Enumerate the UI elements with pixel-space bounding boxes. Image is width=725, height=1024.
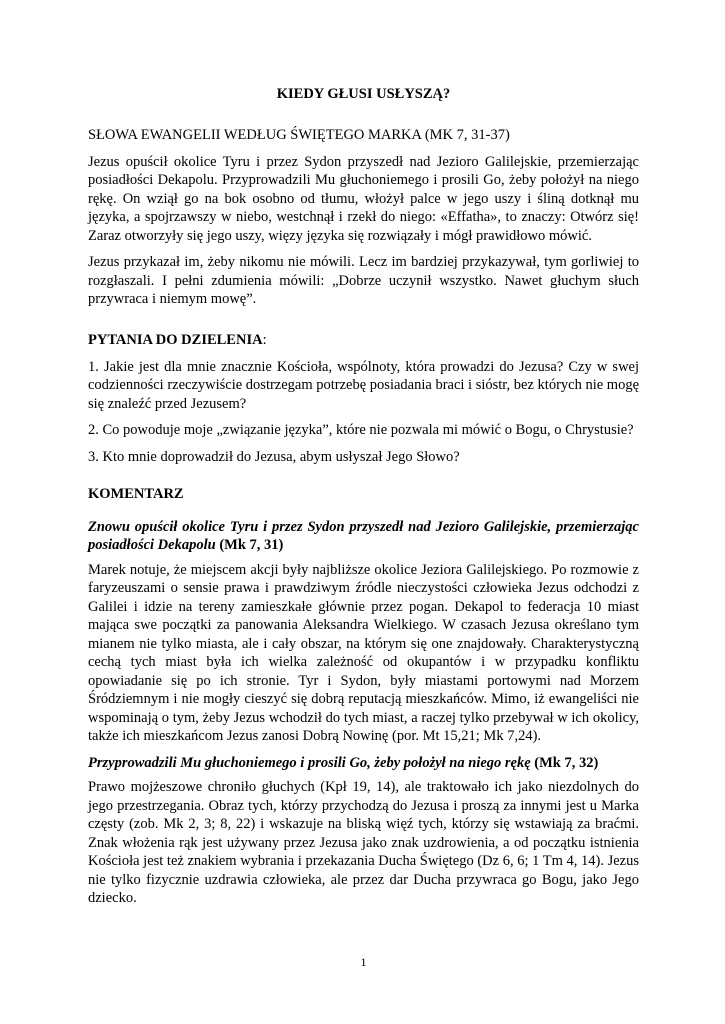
page-number: 1 (360, 955, 367, 969)
commentary-heading: KOMENTARZ (88, 486, 184, 502)
commentary-quote: Przyprowadzili Mu głuchoniemego i prosili Go, żeby położył na niego rękę (88, 754, 531, 771)
commentary-subheading (88, 518, 639, 555)
gospel-section (88, 126, 639, 309)
question-item: 1. Jakie jest dla mnie znacznie Kościoła, wspólnoty, która prowadzi do Jezusa? Czy w swej codzienności rzeczywiście dostrzegam potrzebę posiadania braci i sióstr, bez których nie mogę się znaleźć przed Jezusem? (88, 358, 640, 412)
gospel-paragraph: Jezus przykazał im, żeby nikomu nie mówili. Lecz im bardziej przykazywał, tym gorliwiej to rozgłaszali. I pełni zdumienia mówili: „Dobrze uczynił wszystko. Nawet głuchym słuch przywraca i niemym mowę”. (88, 254, 639, 307)
questions-heading (88, 331, 639, 350)
commentary-text: Prawo mojżeszowe chroniło głuchych (Kpł 19, 14), ale traktowało ich jako niezdolnych do jego przestrzegania. Obraz tych, którzy przychodzą do Jezusa i proszą za innymi jest u Marka częsty (zob. Mk 2, 3; 8, 22) i wskazuje na bliską więź tych, którzy się wstawiają za braćmi. Znak włożenia rąk jest używany przez Jezusa jako znak uzdrowienia, a od początku istnienia Kościoła jest też znakiem wybrania i przekazania Ducha Świętego (Dz 6, 6; 1 Tm 4, 14). Jezus nie tylko fizycznie uzdrawia człowieka, ale przez dar Ducha przywraca go Bogu, jako Jego dziecko. (88, 779, 639, 906)
questions-heading-text: PYTANIA DO DZIELENIA (88, 332, 263, 348)
commentary-ref: (Mk 7, 31) (215, 537, 284, 553)
commentary-quote: Znowu opuścił okolice Tyru i przez Sydon przyszedł nad Jezioro Galilejskie, przemierzając posiadłości Dekapolu (88, 518, 639, 553)
questions-heading-colon: : (262, 332, 267, 348)
commentary-ref: (Mk 7, 32) (530, 754, 599, 771)
commentary-section (88, 485, 639, 908)
questions-section (88, 331, 639, 466)
commentary-subheading (88, 754, 639, 773)
commentary-text: Marek notuje, że miejscem akcji były najbliższe okolice Jeziora Galilejskiego. Po rozmowie z faryzeuszami o sensie prawa i prawdziwym źródle nieczystości człowieka Jezus odchodzi z Galilei i idzie na tereny zamieszkałe głównie przez pogan. Dekapol to federacja 10 miast mająca swe początki za panowania Aleksandra Wielkiego. W czasach Jezusa określano tym mianem nie tylko miasta, ale i cały obszar, na którym się one znajdowały. Charakterystyczną cechą tych miast była ich wielka zależność od okupantów i w przypadku konfliktu opowiadanie się po ich stronie. Tyr i Sydon, były miastami portowymi nad Morzem Śródziemnym i nie mogły cieszyć się dobrą reputacją mieszkańców. Mimo, iż ewangeliści nie wspominają o tym, żeby Jezus wchodził do tych miast, a raczej tylko przebywał w ich okolicy, także ich mieszkańcom Jezus zanosi Dobrą Nowinę (por. Mt 15,21; Mk 7,24). (88, 561, 639, 744)
question-item: 3. Kto mnie doprowadził do Jezusa, abym usłyszał Jego Słowo? (88, 448, 460, 465)
document-title: KIEDY GŁUSI USŁYSZĄ? (276, 86, 451, 102)
question-item: 2. Co powoduje moje „związanie języka”, które nie pozwala mi mówić o Bogu, o Chrystusie? (88, 422, 634, 438)
gospel-paragraph: Jezus opuścił okolice Tyru i przez Sydon przyszedł nad Jezioro Galilejskie, przemierzając posiadłości Dekapolu. Przyprowadzili Mu głuchoniemego i prosili Go, żeby położył na niego rękę. On wziął go na bok osobno od tłumu, włożył palce w jego uszy i śliną dotknął mu języka, a spojrzawszy w niebo, westchnął i rzekł do niego: «Effatha», to znaczy: Otwórz się! Zaraz otworzyły się jego uszy, więzy języka się rozwiązały i mógł prawidłowo mówić. (88, 153, 639, 244)
gospel-heading: SŁOWA EWANGELII WEDŁUG ŚWIĘTEGO MARKA (MK 7, 31-37) (88, 127, 510, 143)
